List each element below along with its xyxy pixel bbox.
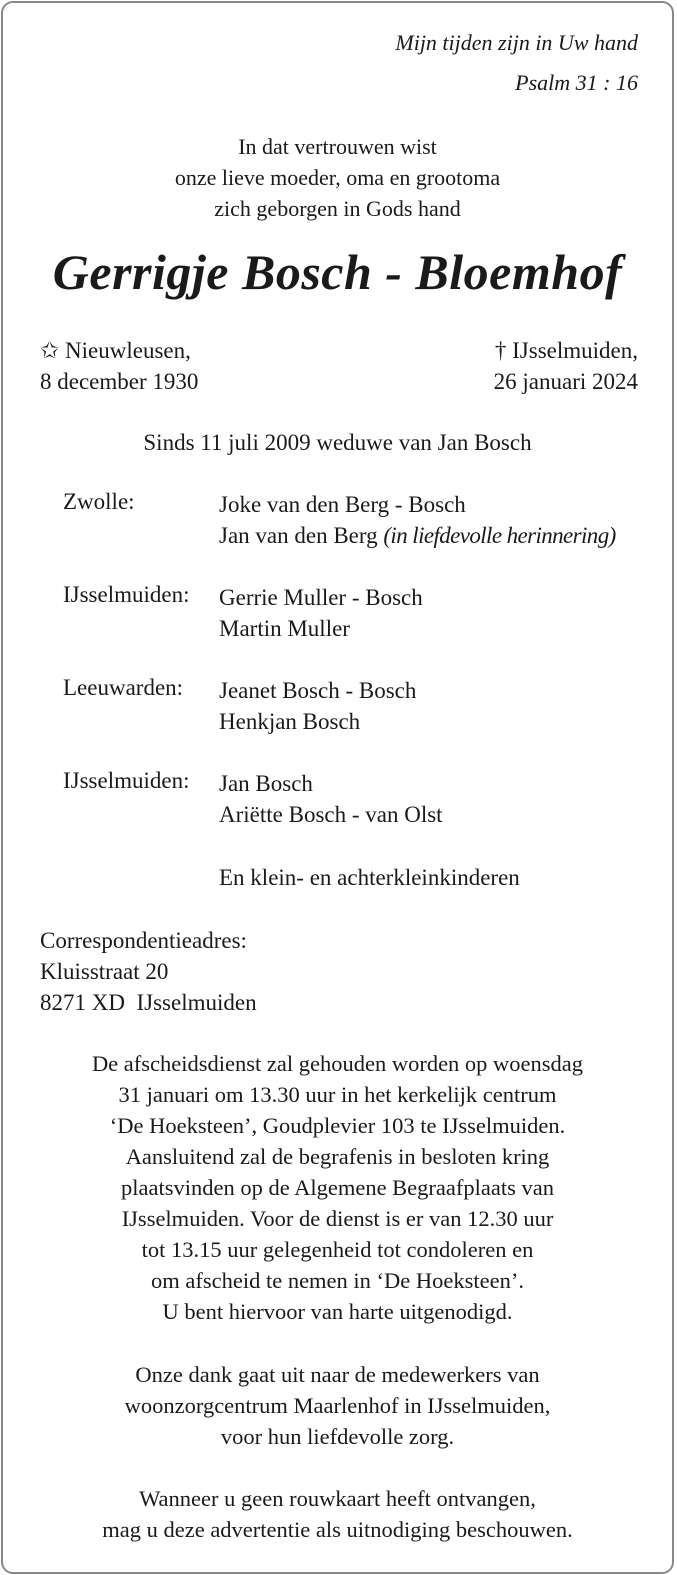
invitation-paragraph xyxy=(3,1483,672,1545)
intro-line: zich geborgen in Gods hand xyxy=(214,196,461,221)
service-line: plaatsvinden op de Algemene Begraafplaats van xyxy=(121,1175,554,1200)
service-line: Aansluitend zal de begrafenis in besloten kring xyxy=(125,1144,550,1169)
birth-date: 8 december 1930 xyxy=(40,369,199,394)
verse-reference: Psalm 31 : 16 xyxy=(515,70,638,95)
family-city: IJsselmuiden: xyxy=(63,768,190,793)
death-date: 26 januari 2024 xyxy=(493,369,638,394)
service-line: om afscheid te nemen in ‘De Hoeksteen’. xyxy=(151,1268,524,1293)
obituary-card xyxy=(1,1,674,1574)
thanks-line: Onze dank gaat uit naar de medewerkers van xyxy=(135,1362,540,1387)
service-line: De afscheidsdienst zal gehouden worden op woensdag xyxy=(91,1051,584,1076)
thanks-paragraph xyxy=(3,1359,672,1452)
thanks-line: voor hun liefdevolle zorg. xyxy=(220,1424,455,1449)
family-name: Gerrie Muller - Bosch xyxy=(219,585,423,610)
cross-icon: † xyxy=(494,338,507,363)
family-name: Jeanet Bosch - Bosch xyxy=(219,678,417,703)
family-city: IJsselmuiden: xyxy=(63,582,190,607)
grandchildren-line: En klein- en achterkleinkinderen xyxy=(219,865,520,890)
family-note: (in liefdevolle herinnering) xyxy=(383,523,616,548)
correspondence-street: Kluisstraat 20 xyxy=(40,959,169,984)
family-name: Henkjan Bosch xyxy=(219,709,361,734)
invitation-line: mag u deze advertentie als uitnodiging beschouwen. xyxy=(102,1517,573,1542)
death-info xyxy=(494,335,638,397)
birth-place: Nieuwleusen, xyxy=(65,338,191,363)
widow-line: Sinds 11 juli 2009 weduwe van Jan Bosch xyxy=(143,430,532,455)
service-line: 31 januari om 13.30 uur in het kerkelijk centrum xyxy=(118,1082,557,1107)
correspondence-address xyxy=(40,925,257,1018)
family-city: Leeuwarden: xyxy=(63,675,184,700)
correspondence-postal: 8271 XD IJsselmuiden xyxy=(40,990,257,1015)
service-line: ‘De Hoeksteen’, Goudplevier 103 te IJsselmuiden. xyxy=(109,1113,566,1138)
family-city: Zwolle: xyxy=(63,489,135,514)
intro-line: onze lieve moeder, oma en grootoma xyxy=(174,165,501,190)
family-name: Martin Muller xyxy=(219,616,350,641)
invitation-line: Wanneer u geen rouwkaart heeft ontvangen, xyxy=(139,1486,536,1511)
correspondence-label: Correspondentieadres: xyxy=(40,928,247,953)
service-line: IJsselmuiden. Voor de dienst is er van 12.30 uur xyxy=(121,1206,554,1231)
deceased-name: Gerrigje Bosch - Bloemhof xyxy=(52,244,623,300)
intro-text xyxy=(3,131,672,224)
family-name: Joke van den Berg - Bosch xyxy=(219,492,466,517)
thanks-line: woonzorgcentrum Maarlenhof in IJsselmuiden, xyxy=(124,1393,551,1418)
service-paragraph xyxy=(3,1048,672,1327)
family-name: Jan Bosch xyxy=(219,771,313,796)
star-icon: ✩ xyxy=(40,338,60,363)
death-place: IJsselmuiden, xyxy=(512,338,638,363)
birth-info xyxy=(40,335,198,397)
family-name: Ariëtte Bosch - van Olst xyxy=(219,802,443,827)
verse-text: Mijn tijden zijn in Uw hand xyxy=(395,30,638,55)
service-line: tot 13.15 uur gelegenheid tot condoleren en xyxy=(141,1237,534,1262)
intro-line: In dat vertrouwen wist xyxy=(238,134,437,159)
family-name: Jan van den Berg xyxy=(219,523,378,548)
service-line: U bent hiervoor van harte uitgenodigd. xyxy=(162,1299,513,1324)
